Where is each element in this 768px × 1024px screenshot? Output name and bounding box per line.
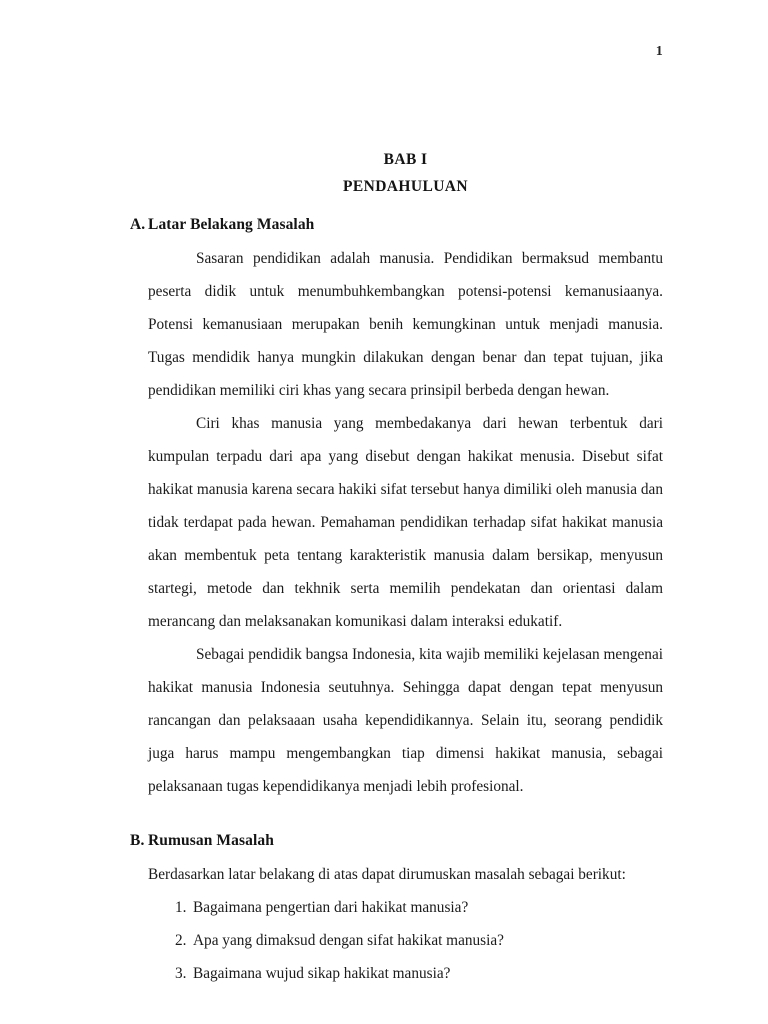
chapter-label: BAB I: [383, 151, 428, 168]
list-item-number: 1.: [175, 899, 187, 916]
document-body: [130, 214, 663, 990]
list-item: [148, 891, 663, 924]
section-intro-text: Berdasarkan latar belakang di atas dapat dirumuskan masalah sebagai berikut:: [148, 866, 626, 883]
page-number: 1: [655, 44, 663, 59]
section-marker-a: A.: [130, 216, 146, 233]
paragraph: Sasaran pendidikan adalah manusia. Pendidikan bermaksud membantu peserta didik untuk menumbuhkembangkan potensi-potensi kemanusiaanya. Potensi kemanusiaan merupakan benih kemungkinan untuk menjadi manusia. Tugas mendidik hanya mungkin dilakukan dengan benar dan tepat tujuan, jika pendidikan memiliki ciri khas yang secara prinsipil berbeda dengan hewan.: [148, 250, 663, 399]
list-item-number: 3.: [175, 965, 187, 982]
list-item: [148, 957, 663, 990]
section-marker-b: B.: [130, 832, 145, 849]
list-item-label: Bagaimana pengertian dari hakikat manusia?: [193, 899, 469, 916]
paragraph: Sebagai pendidik bangsa Indonesia, kita wajib memiliki kejelasan mengenai hakikat manusia Indonesia seutuhnya. Sehingga dapat dengan tepat menyusun rancangan dan pelaksaaan usaha kependidikannya. Selain itu, seorang pendidik juga harus mampu mengembangkan tiap dimensi hakikat manusia, sebagai pelaksanaan tugas kependidikanya menjadi lebih profesional.: [148, 646, 663, 795]
list-item-number: 2.: [175, 932, 187, 949]
list-item-label: Apa yang dimaksud dengan sifat hakikat manusia?: [193, 932, 504, 949]
chapter-title: PENDAHULUAN: [343, 178, 468, 195]
section-title-a: Latar Belakang Masalah: [148, 216, 315, 233]
list-item: [148, 924, 663, 957]
section-spacer: [130, 803, 663, 830]
section-heading-a: [130, 214, 663, 236]
chapter-heading: [148, 146, 663, 200]
rumusan-masalah-list: [130, 891, 663, 990]
section-heading-b: [130, 830, 663, 852]
paragraph: Ciri khas manusia yang membedakanya dari hewan terbentuk dari kumpulan terpadu dari apa yang disebut dengan hakikat menusia. Disebut sifat hakikat manusia karena secara hakiki sifat tersebut hanya dimiliki oleh manusia dan tidak terdapat pada hewan. Pemahaman pendidikan terhadap sifat hakikat manusia akan membentuk peta tentang karakteristik manusia dalam bersikap, menyusun startegi, metode dan tekhnik serta memilih pendekatan dan orientasi dalam merancang dan melaksanakan komunikasi dalam interaksi edukatif.: [148, 415, 663, 630]
section-title-b: Rumusan Masalah: [148, 832, 274, 849]
list-item-label: Bagaimana wujud sikap hakikat manusia?: [193, 965, 451, 982]
